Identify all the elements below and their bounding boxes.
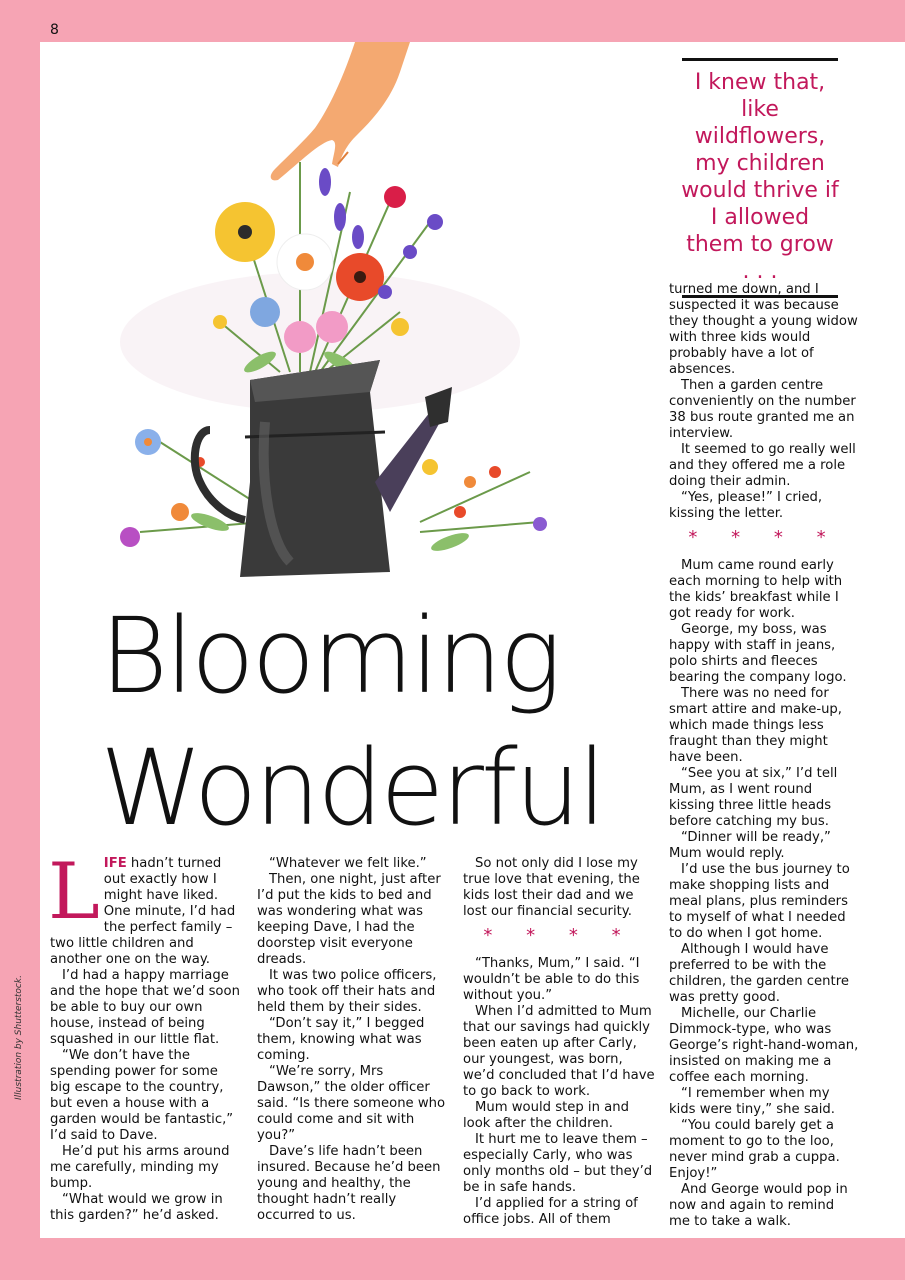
paragraph: And George would pop in now and again to remind me to take a walk. <box>669 1182 848 1229</box>
paragraph: turned me down, and I suspected it was because they thought a young widow with three kids would probably have a lot of absences. <box>669 282 858 377</box>
paragraph: It hurt me to leave them – especially Carly, who was only months old – but they’d be in safe hands. <box>463 1132 653 1195</box>
paragraph: It seemed to go really well and they offered me a role doing their admin. <box>669 442 856 489</box>
illustration-credit: Illustration by Shutterstock. <box>14 975 24 1100</box>
paragraph: When I’d admitted to Mum that our savings had quickly been eaten up after Carly, our youngest, was born, we’d concluded that I’d have to go back to work. <box>463 1004 655 1099</box>
paragraph: I’d applied for a string of office jobs. All of them <box>463 1196 638 1227</box>
paragraph: Then, one night, just after I’d put the kids to bed and was wondering what was keeping Dave, I had the doorstep visit everyone dreads. <box>257 872 441 967</box>
paragraph: hadn’t turned out exactly how I might have liked. One minute, I’d had the perfect family – two little children and another one on the way. <box>50 856 236 967</box>
paragraph: “You could barely get a moment to go to the loo, never mind grab a cuppa. Enjoy!” <box>669 1118 840 1181</box>
drop-cap: L <box>48 847 100 937</box>
paragraph: “Thanks, Mum,” I said. “I wouldn’t be able to do this without you.” <box>463 956 640 1003</box>
paragraph: “Whatever we felt like.” <box>269 856 427 871</box>
paragraph: “What would we grow in this garden?” he’d asked. <box>50 1192 223 1223</box>
opening-paragraph <box>48 847 242 968</box>
headline-line-2: Wonderful <box>100 727 604 849</box>
page-number: 8 <box>50 22 59 38</box>
article-column-4 <box>669 282 859 1230</box>
pull-quote-text: I knew that, like wildflowers, my children would thrive if I allowed them to grow . . . <box>681 70 839 284</box>
paragraph: “We don’t have the spending power for some big escape to the country, but even a house with a garden would be fantastic,” I’d said to Dave. <box>50 1048 234 1143</box>
paragraph: There was no need for smart attire and make-up, which made things less fraught than they might have been. <box>669 686 842 765</box>
section-separator: * * * * <box>483 925 635 946</box>
paragraph: I’d use the bus journey to make shopping lists and meal plans, plus reminders to myself of what I needed to do when I got home. <box>669 862 850 941</box>
paragraph: I’d had a happy marriage and the hope that we’d soon be able to buy our own house, instead of being squashed in our little flat. <box>50 968 240 1047</box>
paragraph: Mum came round early each morning to help with the kids’ breakfast while I got ready for work. <box>669 558 843 621</box>
pull-quote <box>680 58 840 298</box>
paragraph: George, my boss, was happy with staff in jeans, polo shirts and fleeces bearing the company logo. <box>669 622 847 685</box>
article-column-1 <box>48 847 242 1224</box>
article-column-3 <box>463 856 655 1228</box>
paragraph: So not only did I lose my true love that evening, the kids lost their dad and we lost our financial security. <box>463 856 640 919</box>
headline <box>100 590 660 854</box>
paragraph: Michelle, our Charlie Dimmock-type, who was George’s right-hand-woman, insisted on making me a coffee each morning. <box>669 1006 859 1085</box>
paragraph: Then a garden centre conveniently on the number 38 bus route granted me an interview. <box>669 378 856 441</box>
paragraph: “Don’t say it,” I begged them, knowing what was coming. <box>257 1016 425 1063</box>
paragraph: “Yes, please!” I cried, kissing the letter. <box>669 490 823 521</box>
yellow-flower-icon <box>215 202 275 262</box>
paragraph: Mum would step in and look after the children. <box>463 1100 629 1131</box>
lead-word: IFE <box>103 856 127 871</box>
paragraph: “I remember when my kids were tiny,” she said. <box>669 1086 835 1117</box>
watering-can-flowers-illustration <box>100 42 560 587</box>
paragraph: “See you at six,” I’d tell Mum, as I went round kissing three little heads before catching my bus. <box>669 766 838 829</box>
paragraph: It was two police officers, who took off their hats and held them by their sides. <box>257 968 437 1015</box>
article-column-2 <box>257 856 449 1224</box>
paragraph: He’d put his arms around me carefully, minding my bump. <box>50 1144 230 1191</box>
section-separator: * * * * <box>688 527 840 548</box>
paragraph: “Dinner will be ready,” Mum would reply. <box>669 830 831 861</box>
paragraph: Dave’s life hadn’t been insured. Because he’d been young and healthy, the thought hadn’t really occurred to us. <box>257 1144 441 1223</box>
headline-line-1: Blooming <box>100 595 559 717</box>
paragraph: “We’re sorry, Mrs Dawson,” the older officer said. “Is there someone who could come and sit with you?” <box>257 1064 446 1143</box>
pull-quote-top-rule <box>682 58 838 61</box>
paragraph: Although I would have preferred to be with the children, the garden centre was pretty good. <box>669 942 849 1005</box>
